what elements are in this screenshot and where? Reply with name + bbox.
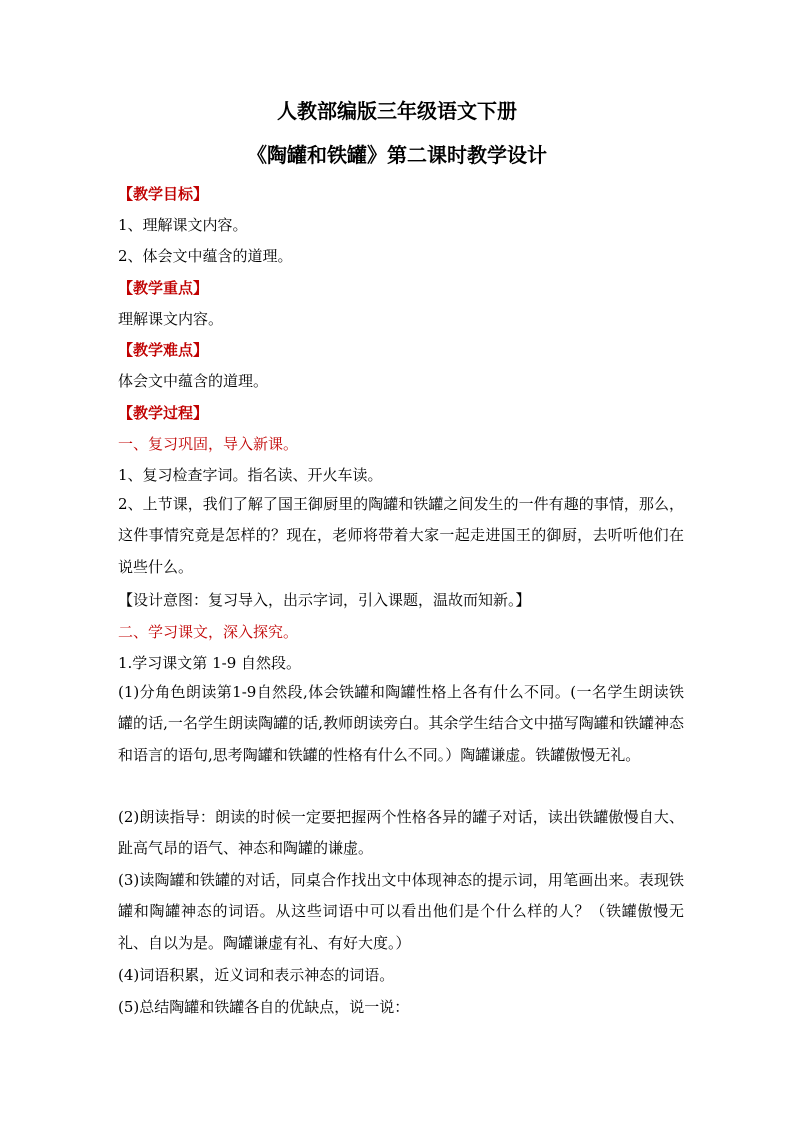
paragraph: (3)读陶罐和铁罐的对话，同桌合作找出文中体现神态的提示词，用笔画出来。表现铁罐和陶罐神态的词语。从这些词语中可以看出他们是个什么样的人？（铁罐傲慢无礼、自以为是。陶罐谦虚有礼、有好大度。）: [118, 871, 684, 952]
design-note: 【设计意图：复习导入，出示字词，引入课题，温故而知新。】: [118, 591, 531, 609]
paragraph: (1)分角色朗读第1-9自然段,体会铁罐和陶罐性格上各有什么不同。(一名学生朗读铁罐的话,一名学生朗读陶罐的话,教师朗读旁白。其余学生结合文中描写陶罐和铁罐神态和语言的语句,思考陶罐和铁罐的性格有什么不同。）陶罐谦虚。铁罐傲慢无礼。: [118, 683, 684, 764]
document-title: 人教部编版三年级语文下册: [277, 99, 517, 123]
section-title: 二、学习课文，深入探究。: [118, 623, 299, 641]
section-title: 一、复习巩固，导入新课。: [118, 435, 299, 453]
paragraph: 1、复习检查字词。指名读、开火车读。: [118, 466, 383, 484]
paragraph: (2)朗读指导：朗读的时候一定要把握两个性格各异的罐子对话，读出铁罐傲慢自大、趾高气昂的语气、神态和陶罐的谦虚。: [118, 808, 684, 858]
goals-heading: 【教学目标】: [118, 185, 209, 203]
goal-item: 2、体会文中蕴含的道理。: [118, 247, 293, 265]
document-subtitle: 《陶罐和铁罐》第二课时教学设计: [247, 143, 547, 167]
focus-text: 理解课文内容。: [118, 310, 224, 328]
paragraph: (5)总结陶罐和铁罐各自的优缺点，说一说：: [118, 998, 410, 1016]
goal-item: 1、理解课文内容。: [118, 216, 248, 234]
paragraph: 1.学习课文第 1-9 自然段。: [118, 654, 302, 672]
process-heading: 【教学过程】: [118, 404, 209, 422]
difficulty-text: 体会文中蕴含的道理。: [118, 372, 269, 390]
paragraph: (4)词语积累，近义词和表示神态的词语。: [118, 966, 395, 984]
paragraph: 2、上节课，我们了解了国王御厨里的陶罐和铁罐之间发生的一件有趣的事情，那么，这件事情究竟是怎样的？现在，老师将带着大家一起走进国王的御厨，去听听他们在说些什么。: [118, 495, 684, 576]
focus-heading: 【教学重点】: [118, 279, 209, 297]
difficulty-heading: 【教学难点】: [118, 341, 209, 359]
